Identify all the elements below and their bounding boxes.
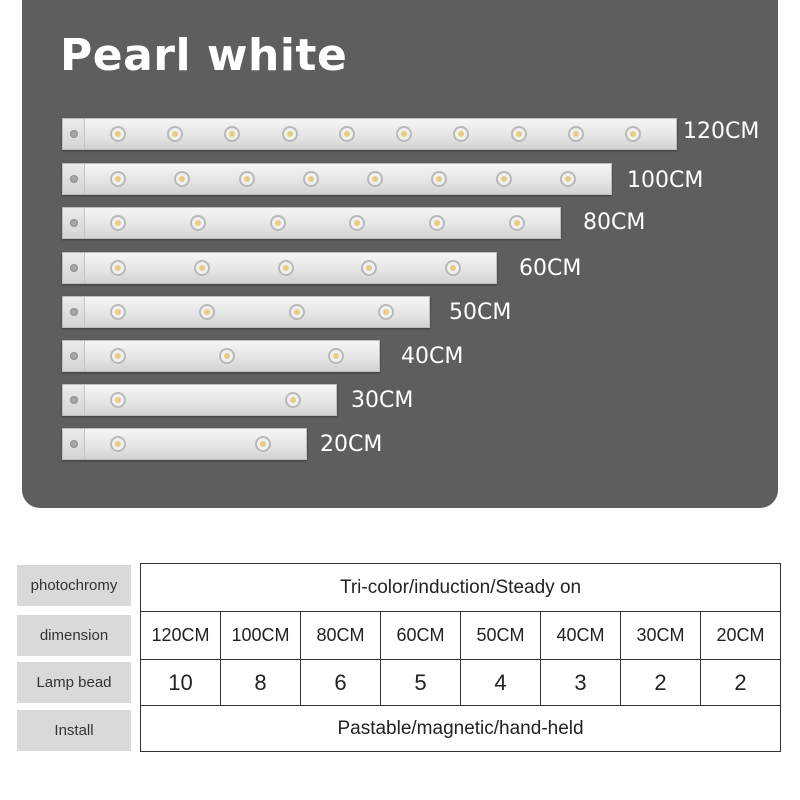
sensor-icon	[70, 219, 78, 227]
row-label-dimension: dimension	[17, 615, 131, 656]
dimension-cell: 20CM	[701, 612, 781, 660]
lamp-bead-icon	[429, 215, 445, 231]
lamp-bead-icon	[219, 348, 235, 364]
strip-endcap	[63, 341, 85, 371]
lamp-bead-icon	[285, 392, 301, 408]
lamp-bead-icon	[367, 171, 383, 187]
product-title: Pearl white	[60, 30, 348, 81]
lamp-bead-cell: 5	[381, 660, 461, 706]
strip-length-label: 120CM	[683, 119, 760, 144]
strip-endcap	[63, 429, 85, 459]
lamp-bead-icon	[278, 260, 294, 276]
led-strip-80cm	[62, 207, 561, 239]
lamp-bead-icon	[282, 126, 298, 142]
lamp-bead-icon	[349, 215, 365, 231]
lamp-bead-icon	[453, 126, 469, 142]
lamp-bead-icon	[255, 436, 271, 452]
dimension-cell: 100CM	[221, 612, 301, 660]
sensor-icon	[70, 308, 78, 316]
dimension-cell: 120CM	[141, 612, 221, 660]
lamp-bead-icon	[303, 171, 319, 187]
lamp-bead-cell: 3	[541, 660, 621, 706]
lamp-bead-cell: 4	[461, 660, 541, 706]
led-strip-60cm	[62, 252, 497, 284]
dimension-cell: 60CM	[381, 612, 461, 660]
lamp-bead-icon	[270, 215, 286, 231]
dimension-cell: 50CM	[461, 612, 541, 660]
led-strip-120cm	[62, 118, 677, 150]
strip-endcap	[63, 119, 85, 149]
led-strip-20cm	[62, 428, 307, 460]
lamp-bead-icon	[625, 126, 641, 142]
strip-length-label: 80CM	[583, 210, 646, 235]
lamp-bead-cell: 6	[301, 660, 381, 706]
photochromy-value: Tri-color/induction/Steady on	[141, 564, 781, 612]
dimension-cell: 40CM	[541, 612, 621, 660]
lamp-bead-icon	[174, 171, 190, 187]
strip-length-label: 50CM	[449, 300, 512, 325]
lamp-bead-icon	[194, 260, 210, 276]
lamp-bead-icon	[110, 171, 126, 187]
row-label-install: Install	[17, 710, 131, 751]
lamp-bead-icon	[224, 126, 240, 142]
sensor-icon	[70, 396, 78, 404]
strip-endcap	[63, 297, 85, 327]
spec-table	[140, 563, 781, 752]
strip-length-label: 100CM	[627, 168, 704, 193]
lamp-bead-icon	[110, 260, 126, 276]
lamp-bead-icon	[511, 126, 527, 142]
sensor-icon	[70, 175, 78, 183]
lamp-bead-icon	[445, 260, 461, 276]
lamp-bead-icon	[190, 215, 206, 231]
sensor-icon	[70, 264, 78, 272]
lamp-bead-icon	[328, 348, 344, 364]
lamp-bead-cell: 8	[221, 660, 301, 706]
strip-length-label: 20CM	[320, 432, 383, 457]
install-value: Pastable/magnetic/hand-held	[141, 706, 781, 752]
strip-endcap	[63, 385, 85, 415]
row-label-lamp-bead: Lamp bead	[17, 662, 131, 703]
sensor-icon	[70, 352, 78, 360]
lamp-bead-icon	[339, 126, 355, 142]
lamp-bead-icon	[496, 171, 512, 187]
lamp-bead-icon	[361, 260, 377, 276]
lamp-bead-icon	[509, 215, 525, 231]
lamp-bead-cell: 10	[141, 660, 221, 706]
lamp-bead-icon	[560, 171, 576, 187]
led-strip-100cm	[62, 163, 612, 195]
lamp-bead-icon	[568, 126, 584, 142]
dimension-cell: 80CM	[301, 612, 381, 660]
lamp-bead-icon	[239, 171, 255, 187]
lamp-bead-icon	[110, 304, 126, 320]
strip-endcap	[63, 164, 85, 194]
led-strip-40cm	[62, 340, 380, 372]
strip-length-label: 40CM	[401, 344, 464, 369]
lamp-bead-icon	[110, 436, 126, 452]
sensor-icon	[70, 130, 78, 138]
dimension-cell: 30CM	[621, 612, 701, 660]
strip-endcap	[63, 208, 85, 238]
led-strip-50cm	[62, 296, 430, 328]
lamp-bead-icon	[167, 126, 183, 142]
row-label-photochromy: photochromy	[17, 565, 131, 606]
lamp-bead-icon	[110, 215, 126, 231]
strip-length-label: 60CM	[519, 256, 582, 281]
lamp-bead-icon	[431, 171, 447, 187]
led-strip-30cm	[62, 384, 337, 416]
lamp-bead-icon	[378, 304, 394, 320]
lamp-bead-cell: 2	[701, 660, 781, 706]
lamp-bead-icon	[110, 392, 126, 408]
lamp-bead-icon	[110, 348, 126, 364]
lamp-bead-icon	[396, 126, 412, 142]
strip-endcap	[63, 253, 85, 283]
lamp-bead-icon	[110, 126, 126, 142]
lamp-bead-cell: 2	[621, 660, 701, 706]
sensor-icon	[70, 440, 78, 448]
strip-length-label: 30CM	[351, 388, 414, 413]
lamp-bead-icon	[199, 304, 215, 320]
lamp-bead-icon	[289, 304, 305, 320]
